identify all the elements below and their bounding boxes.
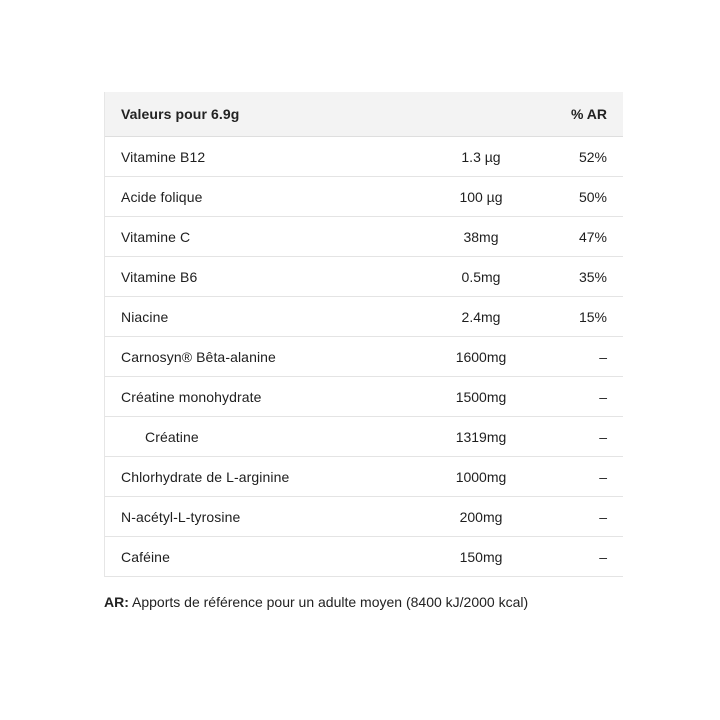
nutrient-name: Créatine — [145, 428, 199, 445]
nutrient-ar: 35% — [578, 268, 607, 285]
table-row — [105, 337, 623, 377]
nutrient-ar: 52% — [578, 148, 607, 165]
header-ar-label: % AR — [570, 106, 607, 122]
nutrient-amount: 1319mg — [455, 428, 507, 445]
nutrient-ar: – — [599, 508, 607, 525]
nutrient-name: Carnosyn® Bêta-alanine — [121, 348, 276, 365]
nutrition-table — [104, 92, 623, 577]
footnote — [104, 594, 528, 610]
nutrient-amount: 200mg — [459, 508, 503, 525]
table-row — [105, 497, 623, 537]
nutrient-name: Caféine — [121, 548, 170, 565]
nutrient-name: Acide folique — [121, 188, 203, 205]
nutrient-amount: 1.3 µg — [461, 148, 501, 165]
table-row — [105, 217, 623, 257]
nutrient-name: Vitamine C — [121, 228, 191, 245]
nutrient-name: Chlorhydrate de L-arginine — [121, 468, 290, 485]
nutrient-name: N-acétyl-L-tyrosine — [121, 508, 241, 525]
nutrient-ar: – — [599, 548, 607, 565]
nutrient-amount: 1500mg — [455, 388, 507, 405]
table-row — [105, 377, 623, 417]
nutrient-ar: – — [599, 468, 607, 485]
footnote-label: AR: — [104, 594, 129, 610]
nutrient-ar: – — [599, 428, 607, 445]
nutrient-amount: 1600mg — [455, 348, 507, 365]
nutrient-name: Créatine monohydrate — [121, 388, 262, 405]
table-row — [105, 137, 623, 177]
nutrient-amount: 150mg — [459, 548, 503, 565]
table-row — [105, 537, 623, 577]
footnote-text: Apports de référence pour un adulte moyen (8400 kJ/2000 kcal) — [132, 594, 529, 610]
nutrient-name: Vitamine B6 — [121, 268, 198, 285]
nutrient-amount: 2.4mg — [461, 308, 501, 325]
header-serving-label: Valeurs pour 6.9g — [121, 106, 240, 122]
nutrient-ar: – — [599, 388, 607, 405]
nutrient-ar: 47% — [578, 228, 607, 245]
table-row — [105, 177, 623, 217]
nutrient-amount: 1000mg — [455, 468, 507, 485]
nutrient-amount: 38mg — [463, 228, 499, 245]
table-row — [105, 417, 623, 457]
nutrient-name: Vitamine B12 — [121, 148, 206, 165]
nutrient-amount: 0.5mg — [461, 268, 501, 285]
table-row — [105, 257, 623, 297]
table-header-row — [105, 92, 623, 137]
nutrient-ar: 15% — [578, 308, 607, 325]
nutrient-ar: 50% — [578, 188, 607, 205]
nutrient-ar: – — [599, 348, 607, 365]
table-row — [105, 297, 623, 337]
nutrient-amount: 100 µg — [459, 188, 503, 205]
nutrient-name: Niacine — [121, 308, 169, 325]
table-row — [105, 457, 623, 497]
